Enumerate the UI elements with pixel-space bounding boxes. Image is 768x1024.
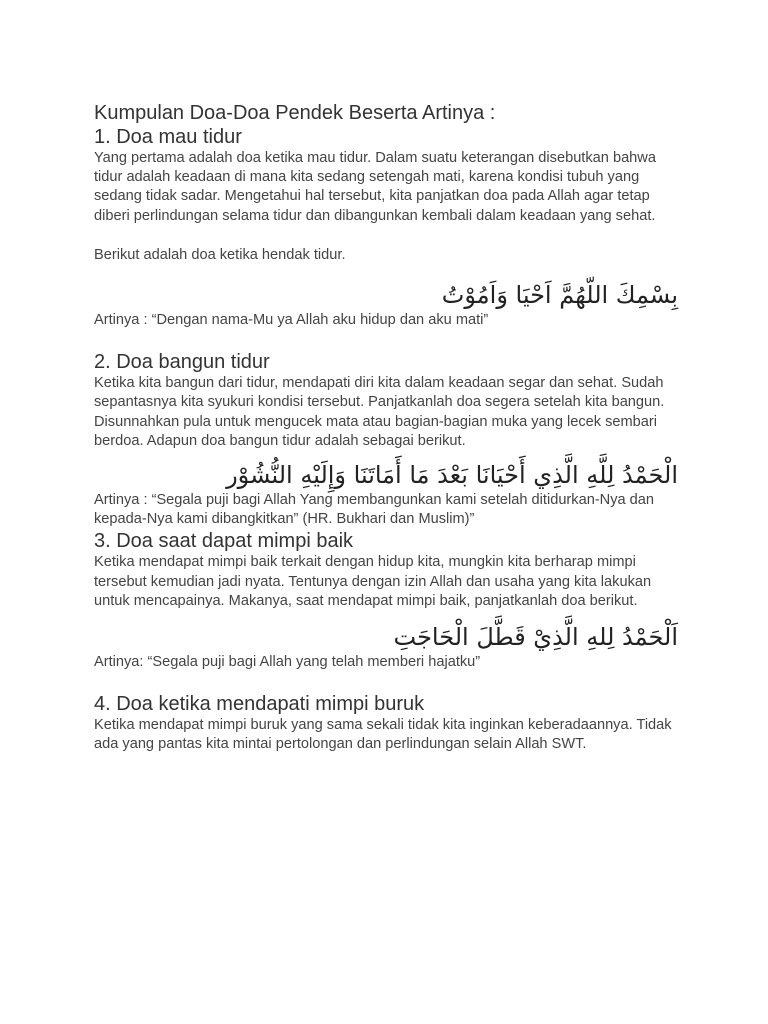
section-paragraph: Ketika kita bangun dari tidur, mendapati diri kita dalam keadaan segar dan sehat. Sudah sepantasnya kita syukuri kondisi tersebut. Panjatkanlah doa segera setelah kita bangun. Disunnahkan pula untuk mengucek mata atau bagian-bagian muka yang lecek sembari berdoa. Adapun doa bangun tidur adalah sebagai berikut. xyxy=(94,375,665,449)
document-page xyxy=(94,101,680,755)
arabic-prayer: الْحَمْدُ لِلَّهِ الَّذِي أَحْيَانَا بَعْدَ مَا أَمَاتَنَا وَإِلَيْهِ النُّشُوْر xyxy=(226,461,678,490)
section-paragraph: Ketika mendapat mimpi baik terkait dengan hidup kita, mungkin kita berharap mimpi tersebut kemudian jadi nyata. Tentunya dengan izin Allah dan usaha yang kita lakukan untuk mencapainya. Makanya, saat mendapat mimpi baik, panjatkanlah doa berikut. xyxy=(94,554,652,609)
section-heading: 2. Doa bangun tidur xyxy=(94,351,270,374)
translation-text: Artinya : “Segala puji bagi Allah Yang membangunkan kami setelah ditidurkan-Nya dan kepada-Nya kami dibangkitkan” (HR. Bukhari dan Muslim)” xyxy=(94,492,655,528)
translation-text: Artinya : “Dengan nama-Mu ya Allah aku hidup dan aku mati” xyxy=(94,312,489,329)
section-heading: 4. Doa ketika mendapati mimpi buruk xyxy=(94,693,425,716)
arabic-prayer: اَلْحَمْدُ لِلهِ الَّذِيْ قَطَّلَ الْحَاجَتِ xyxy=(393,623,678,652)
section-paragraph: Ketika mendapat mimpi buruk yang sama sekali tidak kita inginkan keberadaannya. Tidak ada yang pantas kita mintai pertolongan dan perlindungan selain Allah SWT. xyxy=(94,717,672,753)
section-heading: 1. Doa mau tidur xyxy=(94,126,242,148)
section-lead: Berikut adalah doa ketika hendak tidur. xyxy=(94,246,346,263)
translation-text: Artinya: “Segala puji bagi Allah yang telah memberi hajatku” xyxy=(94,654,481,671)
section-heading: 3. Doa saat dapat mimpi baik xyxy=(94,530,354,553)
document-title: Kumpulan Doa-Doa Pendek Beserta Artinya : xyxy=(94,102,496,124)
section-paragraph: Yang pertama adalah doa ketika mau tidur. Dalam suatu keterangan disebutkan bahwa tidur adalah keadaan di mana kita sedang setengah mati, karena kondisi tubuh yang sedang tidak sadar. Mengetahui hal tersebut, kita panjatkan doa pada Allah agar tetap diberi perlindungan selama tidur dan dibangunkan kembali dalam keadaan yang sehat. xyxy=(94,150,656,224)
arabic-prayer: بِسْمِكَ اللّهُمَّ اَحْيَا وَاَمُوْتُ xyxy=(441,281,678,310)
